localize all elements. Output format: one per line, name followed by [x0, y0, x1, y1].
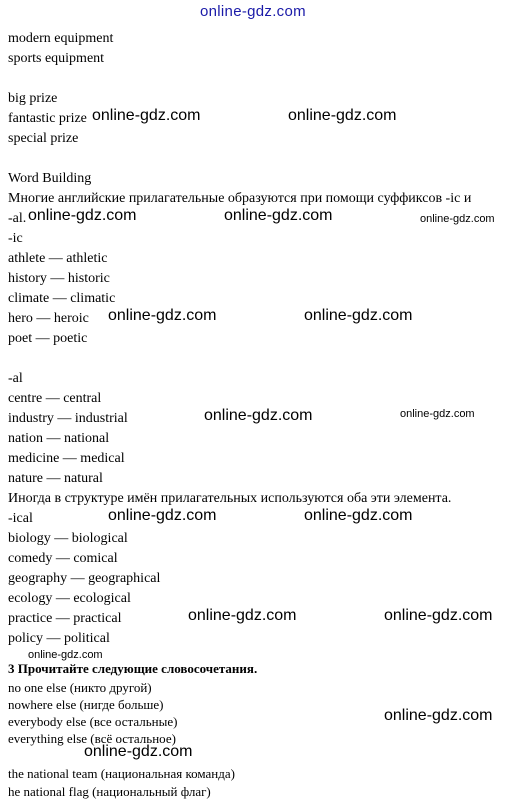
word-pair: policy — political — [8, 631, 110, 646]
phrase-line: nowhere else (нигде больше) — [8, 697, 164, 712]
suffix-label: -al — [8, 371, 23, 386]
text-line: Иногда в структуре имён прилагательных используются оба эти элемента. — [8, 491, 452, 506]
watermark: online-gdz.com — [108, 507, 217, 524]
word-pair: athlete — athletic — [8, 251, 108, 266]
watermark: online-gdz.com — [28, 649, 103, 661]
phrase-line: he national flag (национальный флаг) — [8, 784, 211, 799]
watermark: online-gdz.com — [224, 207, 333, 224]
watermark: online-gdz.com — [304, 507, 413, 524]
text-line: modern equipment — [8, 31, 114, 46]
watermark: online-gdz.com — [28, 207, 137, 224]
text-line: -al. — [8, 211, 27, 226]
watermark: online-gdz.com — [188, 607, 297, 624]
watermark: online-gdz.com — [304, 307, 413, 324]
watermark: online-gdz.com — [384, 607, 493, 624]
word-pair: geography — geographical — [8, 571, 161, 586]
section-heading: Word Building — [8, 171, 92, 186]
text-line: sports equipment — [8, 51, 105, 66]
watermark: online-gdz.com — [200, 3, 306, 20]
phrase-line: no one else (никто другой) — [8, 680, 152, 695]
word-pair: medicine — medical — [8, 451, 125, 466]
word-pair: nature — natural — [8, 471, 103, 486]
watermark: online-gdz.com — [108, 307, 217, 324]
word-pair: ecology — ecological — [8, 591, 131, 606]
word-pair: practice — practical — [8, 611, 122, 626]
word-pair: climate — climatic — [8, 291, 116, 306]
watermark: online-gdz.com — [84, 743, 193, 760]
watermark: online-gdz.com — [384, 707, 493, 724]
text-line: special prize — [8, 131, 79, 146]
watermark: online-gdz.com — [420, 213, 495, 225]
text-line: fantastic prize — [8, 111, 87, 126]
suffix-label: -ic — [8, 231, 23, 246]
phrase-line: the national team (национальная команда) — [8, 766, 235, 781]
word-pair: comedy — comical — [8, 551, 118, 566]
phrase-line: everything else (всё остальное) — [8, 731, 176, 746]
word-pair: nation — national — [8, 431, 110, 446]
text-line: Многие английские прилагательные образуются при помощи суффиксов -ic и — [8, 191, 472, 206]
word-pair: history — historic — [8, 271, 110, 286]
watermark: online-gdz.com — [92, 107, 201, 124]
suffix-label: -ical — [8, 511, 33, 526]
word-pair: industry — industrial — [8, 411, 128, 426]
word-pair: biology — biological — [8, 531, 128, 546]
word-pair: centre — central — [8, 391, 102, 406]
watermark: online-gdz.com — [204, 407, 313, 424]
watermark: online-gdz.com — [288, 107, 397, 124]
text-line: big prize — [8, 91, 58, 106]
watermark: online-gdz.com — [400, 408, 475, 420]
exercise-heading: 3 Прочитайте следующие словосочетания. — [8, 661, 258, 676]
word-pair: hero — heroic — [8, 311, 89, 326]
phrase-line: everybody else (все остальные) — [8, 714, 178, 729]
word-pair: poet — poetic — [8, 331, 88, 346]
